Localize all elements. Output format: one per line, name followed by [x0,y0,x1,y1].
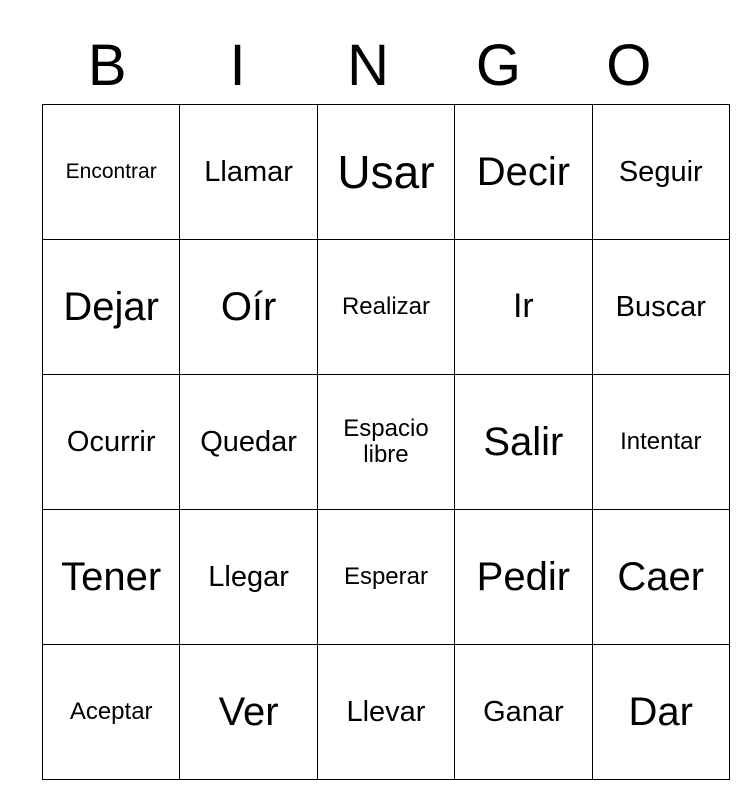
bingo-cell-label: Salir [483,420,564,464]
bingo-cell-1-2[interactable] [317,240,454,375]
bingo-cell-label: Ganar [483,695,564,728]
bingo-cell-3-4[interactable] [592,510,729,645]
bingo-cell-label: Llegar [208,560,289,593]
bingo-cell-label: Decir [476,150,571,194]
bingo-cell-4-0[interactable] [43,645,180,780]
bingo-cell-0-4[interactable] [592,105,729,240]
bingo-row [43,645,730,780]
bingo-grid-body [43,105,730,780]
header-letter-i: I [229,33,246,98]
bingo-cell-2-1[interactable] [180,375,317,510]
bingo-cell-3-1[interactable] [180,510,317,645]
bingo-cell-4-3[interactable] [455,645,592,780]
bingo-cell-4-2[interactable] [317,645,454,780]
bingo-cell-label: Esperar [343,563,428,591]
bingo-cell-2-0[interactable] [43,375,180,510]
bingo-cell-label: Seguir [618,155,703,188]
bingo-card [42,28,706,780]
bingo-row [43,240,730,375]
bingo-cell-3-3[interactable] [455,510,592,645]
bingo-cell-1-0[interactable] [43,240,180,375]
bingo-cell-label: Oír [220,285,277,329]
bingo-cell-1-1[interactable] [180,240,317,375]
bingo-cell-label: Intentar [620,428,702,456]
header-letter-n: N [347,33,389,98]
bingo-cell-label: Quedar [200,425,297,458]
bingo-cell-1-3[interactable] [455,240,592,375]
bingo-cell-0-1[interactable] [180,105,317,240]
bingo-cell-0-2[interactable] [317,105,454,240]
bingo-cell-3-0[interactable] [43,510,180,645]
bingo-header [42,28,694,104]
bingo-cell-4-4[interactable] [592,645,729,780]
bingo-grid [42,104,730,780]
bingo-cell-4-1[interactable] [180,645,317,780]
bingo-cell-label: Usar [337,145,435,198]
bingo-row [43,105,730,240]
bingo-row [43,510,730,645]
bingo-row [43,375,730,510]
bingo-cell-1-4[interactable] [592,240,729,375]
bingo-cell-free-space[interactable] [317,375,454,510]
bingo-cell-label: Dar [628,690,693,734]
bingo-cell-label: Llevar [346,695,426,728]
bingo-cell-label: Encontrar [65,159,157,183]
bingo-cell-label: Aceptar [69,698,153,726]
bingo-cell-label: Tener [61,555,162,599]
bingo-cell-label: Ir [512,287,534,326]
bingo-cell-label: Llamar [204,155,293,188]
bingo-cell-label: Dejar [63,285,159,329]
bingo-cell-label: Pedir [476,555,571,599]
header-letter-o: O [606,33,652,98]
bingo-cell-2-4[interactable] [592,375,729,510]
bingo-cell-label: Ocurrir [66,425,156,458]
bingo-cell-3-2[interactable] [317,510,454,645]
header-letter-b: B [87,33,127,98]
bingo-cell-label: Ver [218,690,279,734]
bingo-cell-0-3[interactable] [455,105,592,240]
bingo-cell-0-0[interactable] [43,105,180,240]
bingo-cell-label: Espacio libre [343,415,429,468]
header-letter-g: G [475,33,521,98]
bingo-cell-label: Realizar [341,293,430,321]
bingo-cell-label: Caer [617,555,705,599]
bingo-cell-2-3[interactable] [455,375,592,510]
bingo-cell-label: Buscar [615,290,706,323]
